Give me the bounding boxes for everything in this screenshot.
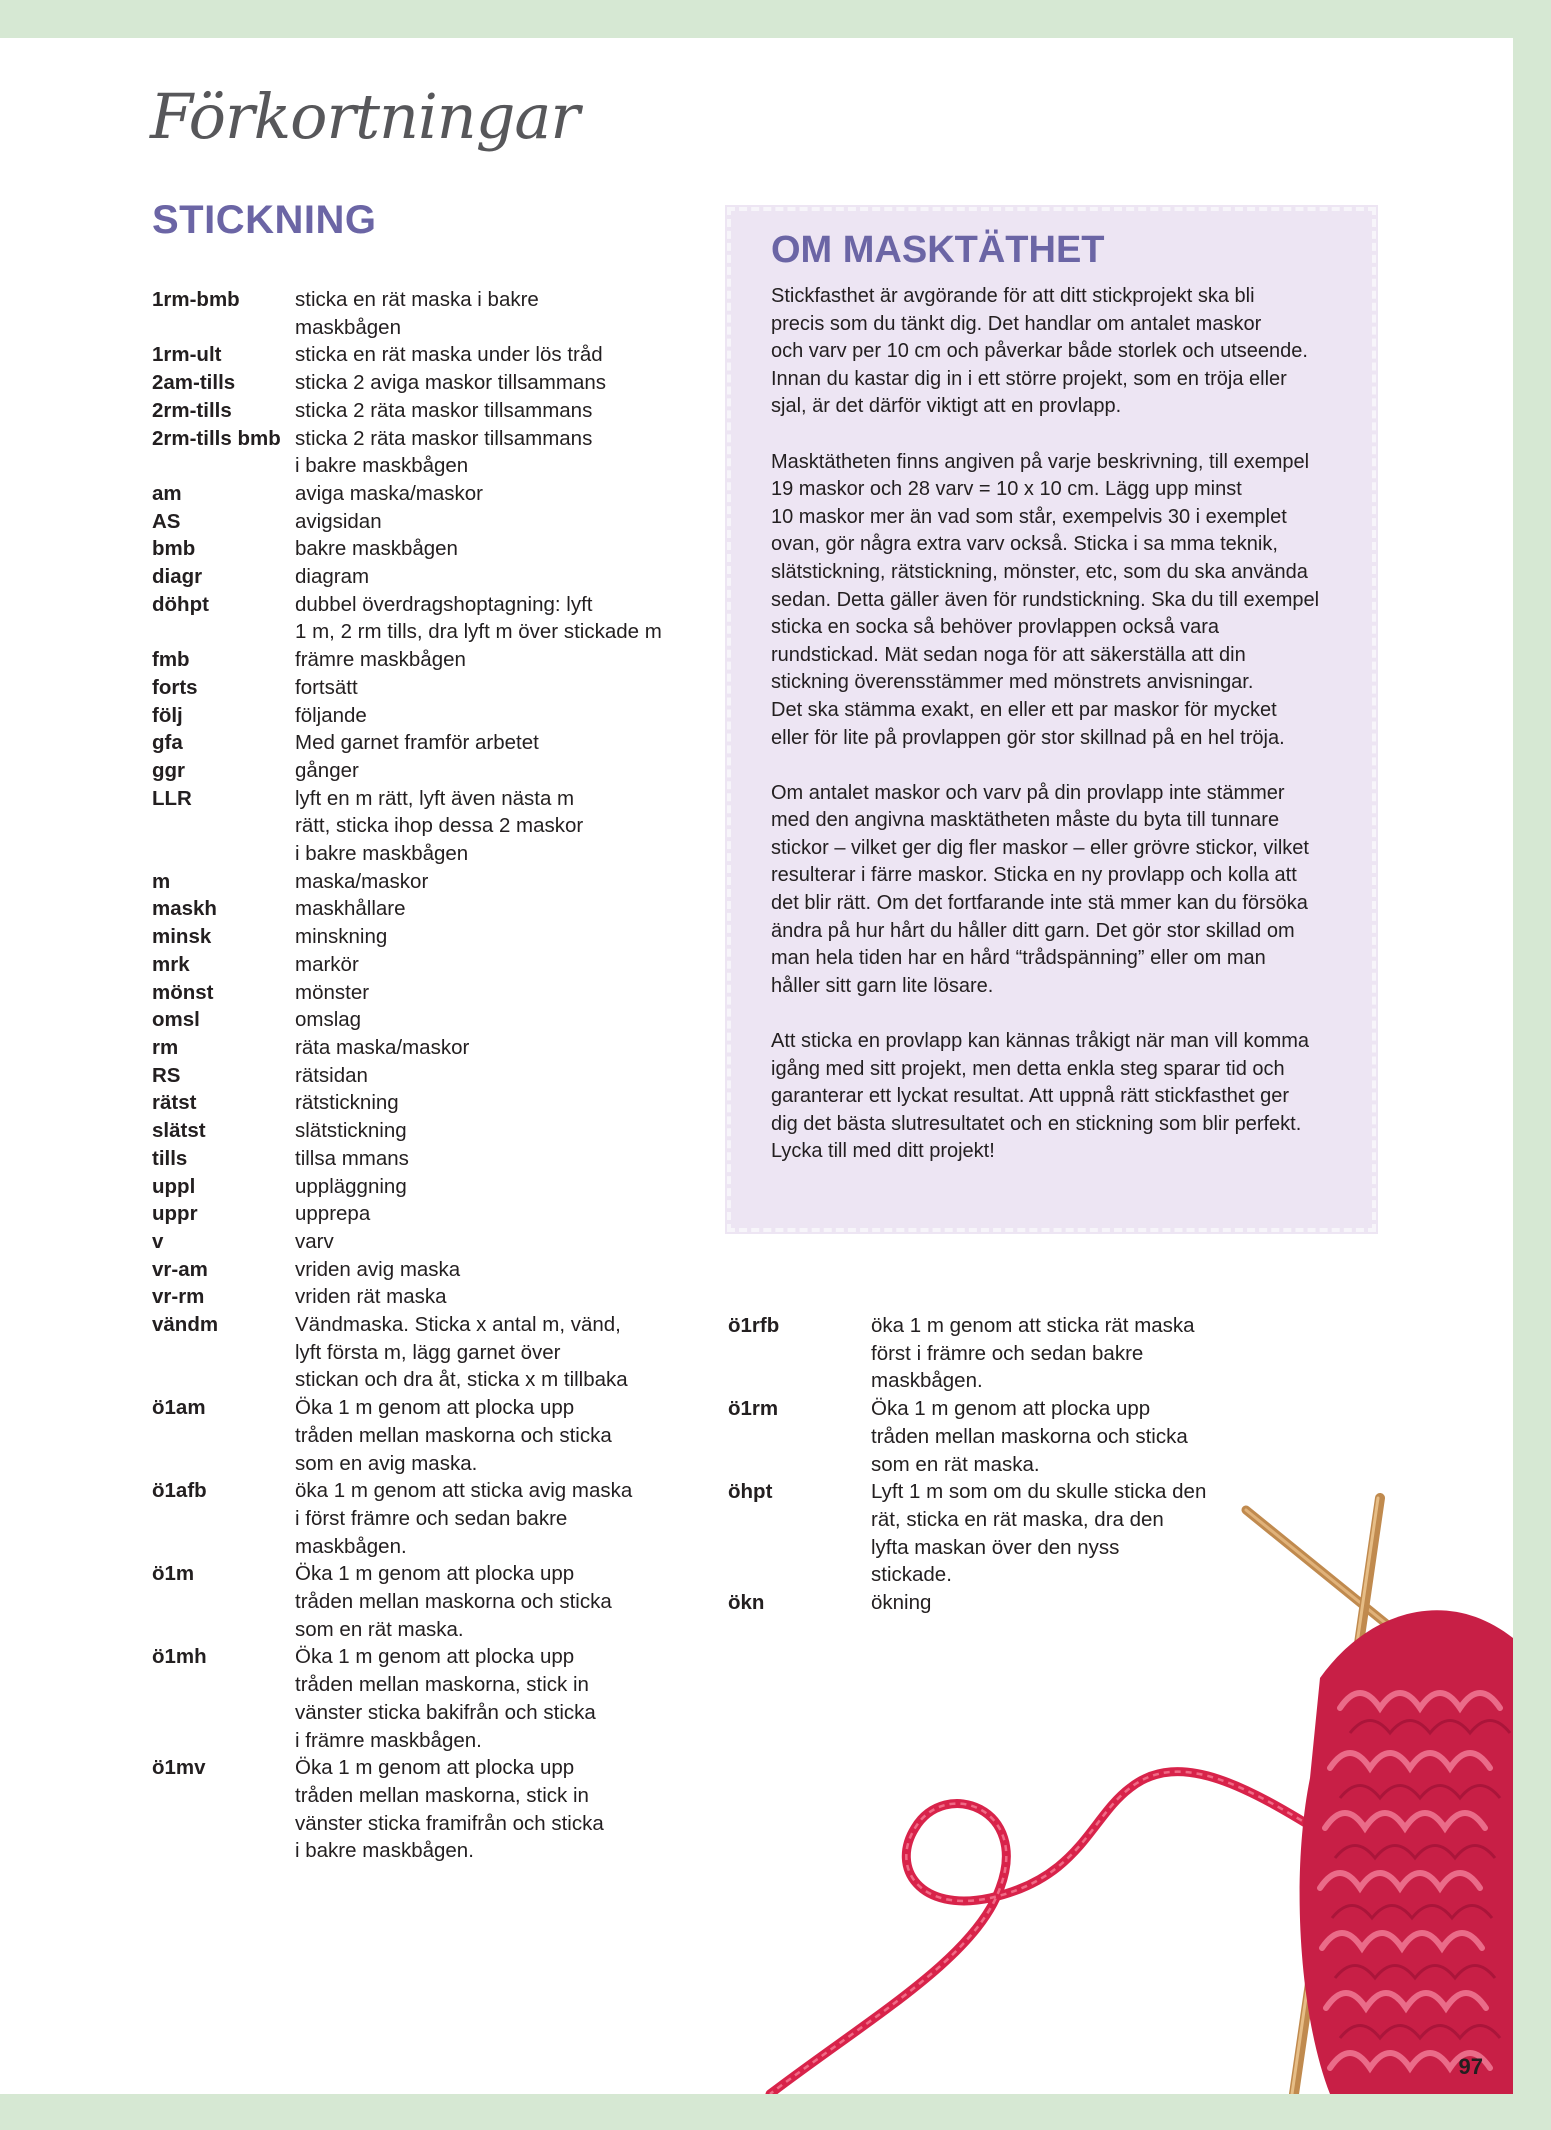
abbreviation-definition bbox=[295, 1062, 665, 1090]
definition-line: Öka 1 m genom att plocka upp bbox=[871, 1397, 1151, 1421]
definition-line: aviga maska/maskor bbox=[295, 481, 483, 505]
abbreviation-row bbox=[152, 1089, 665, 1117]
abbreviation-term: am bbox=[152, 481, 182, 505]
paragraph-line: håller sitt garn lite lösare. bbox=[771, 974, 994, 997]
definition-line: främre maskbågen bbox=[295, 648, 466, 672]
definition-line: lyfta maskan över den nyss bbox=[871, 1535, 1120, 1559]
definition-line: omslag bbox=[295, 1008, 362, 1032]
abbreviation-definition bbox=[295, 646, 665, 674]
abbreviation-row bbox=[152, 1145, 665, 1173]
definition-line: i bakre maskbågen. bbox=[295, 1839, 474, 1863]
abbreviation-row bbox=[728, 1312, 1241, 1395]
abbreviation-term: vr-am bbox=[152, 1257, 208, 1281]
paragraph-line: med den angivna masktätheten måste du byta till tunnare bbox=[771, 809, 1280, 832]
paragraph-line: Om antalet maskor och varv på din provlapp inte stämmer bbox=[771, 781, 1285, 804]
abbreviation-definition bbox=[295, 868, 665, 896]
definition-line: fortsätt bbox=[295, 675, 358, 699]
abbreviation-definition bbox=[295, 674, 665, 702]
abbreviation-term: bmb bbox=[152, 537, 196, 561]
definition-line: i bakre maskbågen bbox=[295, 842, 469, 866]
abbreviation-row bbox=[152, 674, 665, 702]
abbreviation-definition bbox=[295, 397, 665, 425]
abbreviation-term: fmb bbox=[152, 648, 190, 672]
definition-line: tråden mellan maskorna och sticka bbox=[295, 1423, 612, 1447]
abbreviation-definition bbox=[295, 1228, 665, 1256]
abbreviation-row bbox=[152, 951, 665, 979]
paragraph-line: sticka en socka så behöver provlappen också vara bbox=[771, 616, 1220, 639]
definition-line: uppläggning bbox=[295, 1174, 407, 1198]
abbreviation-definition bbox=[295, 1117, 665, 1145]
abbreviation-definition bbox=[295, 1256, 665, 1284]
abbreviation-definition bbox=[295, 1560, 665, 1643]
abbreviation-row bbox=[152, 1062, 665, 1090]
paragraph-line: garanterar ett lyckat resultat. Att uppnå rätt stickfasthet ger bbox=[771, 1085, 1290, 1108]
definition-line: bakre maskbågen bbox=[295, 537, 458, 561]
abbreviation-term: AS bbox=[152, 509, 181, 533]
definition-line: Vändmaska. Sticka x antal m, vänd, bbox=[295, 1313, 621, 1337]
abbreviation-row bbox=[152, 1034, 665, 1062]
abbreviation-definition bbox=[871, 1312, 1241, 1395]
abbreviation-row bbox=[152, 1006, 665, 1034]
abbreviation-term: omsl bbox=[152, 1008, 200, 1032]
abbreviation-list-left bbox=[152, 286, 665, 1865]
paragraph-line: Masktätheten finns angiven på varje beskrivning, till exempel bbox=[771, 450, 1310, 473]
page-frame-right bbox=[1513, 0, 1551, 2130]
abbreviation-definition bbox=[295, 480, 665, 508]
paragraph-line: stickning överensstämmer med mönstrets anvisningar. bbox=[771, 671, 1254, 694]
paragraph-line: dig det bästa slutresultatet och en stickning som blir perfekt. bbox=[771, 1112, 1302, 1135]
definition-line: tråden mellan maskorna, stick in bbox=[295, 1783, 589, 1807]
abbreviation-definition bbox=[295, 1754, 665, 1865]
definition-line: Lyft 1 m som om du skulle sticka den bbox=[871, 1480, 1207, 1504]
abbreviation-term: döhpt bbox=[152, 592, 209, 616]
paragraph-line: det blir rätt. Om det fortfarande inte stä mmer kan du försöka bbox=[771, 892, 1308, 915]
definition-line: slätstickning bbox=[295, 1119, 407, 1143]
abbreviation-definition bbox=[295, 1311, 665, 1394]
abbreviation-row bbox=[152, 508, 665, 536]
abbreviation-term: ö1am bbox=[152, 1396, 206, 1420]
abbreviation-term: rm bbox=[152, 1035, 179, 1059]
gauge-info-box bbox=[727, 207, 1376, 1232]
definition-line: öka 1 m genom att sticka rät maska bbox=[871, 1314, 1195, 1337]
yarn-strand-texture bbox=[770, 1772, 1330, 2094]
abbreviation-term: gfa bbox=[152, 731, 183, 755]
definition-line: först i främre och sedan bakre bbox=[871, 1341, 1144, 1365]
box-paragraph bbox=[771, 449, 1361, 753]
abbreviation-term: 1rm-bmb bbox=[152, 288, 240, 311]
paragraph-line: Det ska stämma exakt, en eller ett par maskor för mycket bbox=[771, 698, 1277, 721]
paragraph-line: 19 maskor och 28 varv = 10 x 10 cm. Lägg upp minst bbox=[771, 478, 1242, 501]
paragraph-line: man hela tiden har en hård “trådspänning” eller om man bbox=[771, 947, 1266, 970]
paragraph-line: sjal, är det därför viktigt att en provlapp. bbox=[771, 395, 1122, 418]
definition-line: som en rät maska. bbox=[871, 1452, 1040, 1476]
definition-line: rätstickning bbox=[295, 1091, 399, 1115]
paragraph-line: rundstickad. Mät sedan noga för att säkerställa att din bbox=[771, 643, 1246, 666]
abbreviation-term: ö1mh bbox=[152, 1645, 207, 1669]
paragraph-line: stickor – vilket ger dig fler maskor – eller grövre stickor, vilket bbox=[771, 836, 1309, 859]
paragraph-line: ändra på hur hårt du håller ditt garn. Det gör stor skillad om bbox=[771, 919, 1295, 942]
abbreviation-term: v bbox=[152, 1229, 164, 1253]
abbreviation-term: maskh bbox=[152, 897, 217, 921]
abbreviation-row bbox=[152, 1754, 665, 1865]
abbreviation-row bbox=[152, 1173, 665, 1201]
definition-line: maskhållare bbox=[295, 897, 406, 921]
abbreviation-row bbox=[152, 1283, 665, 1311]
definition-line: diagram bbox=[295, 565, 370, 589]
abbreviation-term: rätst bbox=[152, 1091, 197, 1115]
abbreviation-row bbox=[152, 369, 665, 397]
definition-line: som en avig maska. bbox=[295, 1451, 478, 1475]
abbreviation-row bbox=[152, 1394, 665, 1477]
abbreviation-definition bbox=[295, 535, 665, 563]
paragraph-line: ovan, gör några extra varv också. Sticka i sa mma teknik, bbox=[771, 533, 1278, 556]
abbreviation-definition bbox=[295, 895, 665, 923]
definition-line: i främre maskbågen. bbox=[295, 1728, 482, 1752]
definition-line: räta maska/maskor bbox=[295, 1035, 470, 1059]
definition-line: sticka 2 räta maskor tillsammans bbox=[295, 398, 593, 422]
abbreviation-definition bbox=[295, 979, 665, 1007]
box-paragraph bbox=[771, 780, 1361, 1001]
definition-line: tråden mellan maskorna, stick in bbox=[295, 1673, 589, 1697]
paragraph-line: igång med sitt projekt, men detta enkla steg sparar tid och bbox=[771, 1057, 1285, 1080]
abbreviation-row bbox=[152, 1228, 665, 1256]
paragraph-line: och varv per 10 cm och påverkar både storlek och utseende. bbox=[771, 340, 1308, 363]
definition-line: som en rät maska. bbox=[295, 1617, 464, 1641]
abbreviation-term: 1rm-ult bbox=[152, 343, 222, 367]
abbreviation-definition bbox=[295, 785, 665, 868]
definition-line: vänster sticka framifrån och sticka bbox=[295, 1811, 604, 1835]
definition-line: lyft en m rätt, lyft även nästa m bbox=[295, 786, 575, 810]
definition-line: tillsa mmans bbox=[295, 1146, 409, 1170]
definition-line: Öka 1 m genom att plocka upp bbox=[295, 1562, 575, 1586]
abbreviation-row bbox=[152, 1311, 665, 1394]
definition-line: sticka en rät maska under lös tråd bbox=[295, 343, 603, 367]
definition-line: sticka 2 aviga maskor tillsammans bbox=[295, 371, 607, 395]
abbreviation-definition bbox=[295, 341, 665, 369]
definition-line: ökning bbox=[871, 1591, 932, 1615]
abbreviation-definition bbox=[295, 951, 665, 979]
definition-line: rät, sticka en rät maska, dra den bbox=[871, 1507, 1164, 1531]
abbreviation-row bbox=[152, 397, 665, 425]
abbreviation-definition bbox=[295, 369, 665, 397]
abbreviation-row bbox=[152, 923, 665, 951]
abbreviation-term: ö1m bbox=[152, 1562, 195, 1586]
abbreviation-term: ö1rm bbox=[728, 1397, 779, 1421]
abbreviation-term: minsk bbox=[152, 925, 212, 949]
definition-line: upprepa bbox=[295, 1202, 371, 1226]
abbreviation-term: ökn bbox=[728, 1591, 765, 1615]
paragraph-line: eller för lite på provlappen gör stor skillnad på en hel tröja. bbox=[771, 726, 1285, 749]
box-title: OM MASKTÄTHET bbox=[771, 229, 1105, 271]
paragraph-line: slätstickning, rätstickning, mönster, etc, som du ska använda bbox=[771, 560, 1308, 583]
abbreviation-definition bbox=[295, 1394, 665, 1477]
paragraph-line: Lycka till med ditt projekt! bbox=[771, 1140, 995, 1163]
definition-line: tråden mellan maskorna och sticka bbox=[295, 1590, 612, 1614]
abbreviation-row bbox=[152, 729, 665, 757]
abbreviation-row bbox=[152, 895, 665, 923]
abbreviation-definition bbox=[295, 563, 665, 591]
paragraph-line: sedan. Detta gäller även för rundstickning. Ska du till exempel bbox=[771, 588, 1320, 611]
paragraph-line: precis som du tänkt dig. Det handlar om antalet maskor bbox=[771, 312, 1262, 335]
definition-line: mönster bbox=[295, 980, 370, 1004]
paragraph-line: 10 maskor mer än vad som står, exempelvis 30 i exemplet bbox=[771, 505, 1287, 528]
knitting-yarn-heart-illustration bbox=[690, 1458, 1513, 2094]
abbreviation-definition bbox=[295, 425, 665, 480]
abbreviation-row bbox=[152, 646, 665, 674]
abbreviation-definition bbox=[295, 508, 665, 536]
definition-line: tråden mellan maskorna och sticka bbox=[871, 1424, 1188, 1448]
abbreviation-definition bbox=[295, 1477, 665, 1560]
box-body bbox=[771, 283, 1361, 1194]
definition-line: lyft första m, lägg garnet över bbox=[295, 1340, 561, 1364]
abbreviation-term: uppl bbox=[152, 1174, 196, 1198]
abbreviation-term: 2rm-tills bmb bbox=[152, 426, 281, 450]
abbreviation-term: ggr bbox=[152, 758, 186, 782]
page-number: 97 bbox=[1458, 2054, 1483, 2079]
abbreviation-term: följ bbox=[152, 703, 183, 727]
abbreviation-row bbox=[152, 702, 665, 730]
definition-line: markör bbox=[295, 952, 359, 976]
abbreviation-row bbox=[152, 785, 665, 868]
abbreviation-definition bbox=[295, 1034, 665, 1062]
abbreviation-definition bbox=[295, 1173, 665, 1201]
abbreviation-term: forts bbox=[152, 675, 198, 699]
paragraph-line: Att sticka en provlapp kan kännas tråkigt när man vill komma bbox=[771, 1030, 1310, 1053]
paragraph-line: Innan du kastar dig in i ett större projekt, som en tröja eller bbox=[771, 367, 1287, 390]
section-title-stickning: STICKNING bbox=[152, 198, 377, 242]
abbreviation-definition bbox=[295, 1089, 665, 1117]
definition-line: rätsidan bbox=[295, 1063, 368, 1087]
abbreviation-definition bbox=[295, 286, 665, 341]
abbreviation-row bbox=[152, 1643, 665, 1754]
definition-line: avigsidan bbox=[295, 509, 382, 533]
abbreviation-term: ö1rfb bbox=[728, 1314, 780, 1337]
abbreviation-term: 2rm-tills bbox=[152, 398, 232, 422]
definition-line: rätt, sticka ihop dessa 2 maskor bbox=[295, 814, 584, 838]
page bbox=[0, 38, 1513, 2094]
box-paragraph bbox=[771, 283, 1361, 421]
abbreviation-row bbox=[152, 1256, 665, 1284]
abbreviation-term: ö1afb bbox=[152, 1479, 207, 1503]
abbreviation-term: diagr bbox=[152, 565, 203, 589]
definition-line: öka 1 m genom att sticka avig maska bbox=[295, 1479, 633, 1503]
definition-line: sticka en rät maska i bakre bbox=[295, 288, 539, 311]
knitted-fabric bbox=[1300, 1610, 1513, 2094]
definition-line: följande bbox=[295, 703, 367, 727]
definition-line: Öka 1 m genom att plocka upp bbox=[295, 1756, 575, 1780]
definition-line: Öka 1 m genom att plocka upp bbox=[295, 1645, 575, 1669]
definition-line: maska/maskor bbox=[295, 869, 429, 893]
definition-line: minskning bbox=[295, 925, 388, 949]
definition-line: dubbel överdragshoptagning: lyft bbox=[295, 592, 593, 616]
abbreviation-row bbox=[152, 591, 665, 646]
abbreviation-term: uppr bbox=[152, 1202, 198, 1226]
yarn-strand-heart bbox=[770, 1772, 1330, 2094]
abbreviation-row bbox=[152, 1477, 665, 1560]
abbreviation-row bbox=[152, 1560, 665, 1643]
box-paragraph bbox=[771, 1028, 1361, 1166]
definition-line: stickade. bbox=[871, 1563, 952, 1587]
definition-line: vänster sticka bakifrån och sticka bbox=[295, 1700, 596, 1724]
page-title: Förkortningar bbox=[150, 80, 580, 153]
abbreviation-definition bbox=[295, 591, 665, 646]
abbreviation-term: slätst bbox=[152, 1119, 206, 1143]
abbreviation-term: mrk bbox=[152, 952, 190, 976]
abbreviation-term: RS bbox=[152, 1063, 181, 1087]
abbreviation-row bbox=[152, 1117, 665, 1145]
abbreviation-definition bbox=[295, 702, 665, 730]
definition-line: varv bbox=[295, 1229, 334, 1253]
abbreviation-term: m bbox=[152, 869, 171, 893]
definition-line: vriden rät maska bbox=[295, 1285, 447, 1309]
definition-line: maskbågen. bbox=[871, 1369, 983, 1393]
abbreviation-term: LLR bbox=[152, 786, 192, 810]
abbreviation-definition bbox=[295, 757, 665, 785]
abbreviation-definition bbox=[295, 1006, 665, 1034]
abbreviation-row bbox=[152, 1200, 665, 1228]
abbreviation-definition bbox=[295, 729, 665, 757]
abbreviation-row bbox=[152, 979, 665, 1007]
abbreviation-term: öhpt bbox=[728, 1480, 773, 1504]
abbreviation-row bbox=[152, 480, 665, 508]
abbreviation-term: ö1mv bbox=[152, 1756, 206, 1780]
definition-line: gånger bbox=[295, 758, 359, 782]
definition-line: i bakre maskbågen bbox=[295, 454, 469, 478]
abbreviation-row bbox=[152, 425, 665, 480]
abbreviation-term: mönst bbox=[152, 980, 214, 1004]
abbreviation-row bbox=[152, 535, 665, 563]
abbreviation-row bbox=[152, 563, 665, 591]
abbreviation-term: tills bbox=[152, 1146, 188, 1170]
abbreviation-row bbox=[152, 286, 665, 341]
definition-line: stickan och dra åt, sticka x m tillbaka bbox=[295, 1368, 628, 1392]
abbreviation-row bbox=[152, 868, 665, 896]
definition-line: maskbågen bbox=[295, 315, 401, 339]
abbreviation-definition bbox=[295, 1643, 665, 1754]
definition-line: sticka 2 räta maskor tillsammans bbox=[295, 426, 593, 450]
abbreviation-definition bbox=[295, 923, 665, 951]
abbreviation-definition bbox=[295, 1200, 665, 1228]
definition-line: 1 m, 2 rm tills, dra lyft m över stickade m bbox=[295, 620, 662, 644]
paragraph-line: Stickfasthet är avgörande för att ditt stickprojekt ska bli bbox=[771, 285, 1255, 307]
abbreviation-term: vr-rm bbox=[152, 1285, 205, 1309]
abbreviation-term: vändm bbox=[152, 1313, 219, 1337]
abbreviation-row bbox=[152, 757, 665, 785]
definition-line: i först främre och sedan bakre bbox=[295, 1506, 568, 1530]
abbreviation-row bbox=[152, 341, 665, 369]
abbreviation-term: 2am-tills bbox=[152, 371, 236, 395]
definition-line: vriden avig maska bbox=[295, 1257, 461, 1281]
paragraph-line: resulterar i färre maskor. Sticka en ny provlapp och kolla att bbox=[771, 864, 1297, 887]
definition-line: maskbågen. bbox=[295, 1534, 407, 1558]
abbreviation-definition bbox=[295, 1283, 665, 1311]
abbreviation-definition bbox=[295, 1145, 665, 1173]
definition-line: Med garnet framför arbetet bbox=[295, 731, 539, 755]
definition-line: Öka 1 m genom att plocka upp bbox=[295, 1396, 575, 1420]
